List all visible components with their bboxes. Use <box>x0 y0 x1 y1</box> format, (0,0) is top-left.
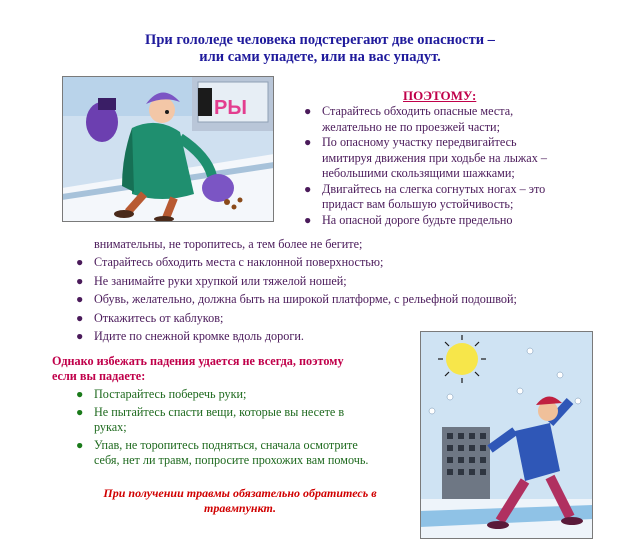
list-item: ● Откажитесь от каблуков; <box>72 309 612 328</box>
list-item: ● Старайтесь обходить места с наклонной поверхностью; <box>72 253 612 272</box>
bullet-icon: ● <box>76 292 84 306</box>
bullet-icon: ● <box>76 255 84 269</box>
section-heading: ПОЭТОМУ: <box>403 88 477 103</box>
tips-list-top <box>300 104 600 228</box>
man-slipping-on-ice-illustration <box>420 331 593 539</box>
bullet-icon: ● <box>76 273 84 288</box>
bullet-icon: ● <box>76 310 84 325</box>
bullet-icon: ● <box>76 404 84 419</box>
bullet-icon: ● <box>304 181 312 196</box>
list-item-continuation: внимательны, не торопитесь, а тем более не бегите; <box>94 237 363 251</box>
falling-subheading: Однако избежать падения удается не всегда, поэтому если вы падаете: <box>52 354 344 383</box>
falling-tips-list <box>72 387 417 469</box>
bullet-icon: ● <box>304 212 312 227</box>
bullet-icon: ● <box>304 104 312 118</box>
title-line-2: или сами упадете, или на вас упадут. <box>199 49 441 65</box>
title-line-1: При гололеде человека подстерегают две опасности – <box>145 32 495 48</box>
bullet-icon: ● <box>76 329 84 343</box>
list-item: ● Упав, не торопитесь подняться, сначала осмотрите себя, нет ли травм, попросите прохожих вам помочь. <box>76 437 369 467</box>
bullet-icon: ● <box>76 387 84 401</box>
injury-warning: При получении травмы обязательно обратитесь в травмпункт. <box>103 486 377 515</box>
woman-walking-on-ice-illustration <box>62 76 274 222</box>
list-item: ● Постарайтесь поберечь руки; <box>76 387 247 401</box>
page-title <box>0 32 640 66</box>
list-item: ● По опасному участку передвигайтесь имитируя движения при ходьбе на лыжах – небольшими скользящими шажками; <box>304 135 547 180</box>
shop-sign-text: РЫ <box>214 97 247 119</box>
list-item: ● На опасной дороге будьте предельно <box>304 212 513 227</box>
list-item: ● Не пытайтесь спасти вещи, которые вы несете в руках; <box>76 404 345 434</box>
bullet-icon: ● <box>76 437 84 452</box>
list-item: ● Старайтесь обходить опасные места, желательно не по проезжей части; <box>304 104 514 134</box>
bullet-icon: ● <box>304 135 312 149</box>
list-item: ● Идите по снежной кромке вдоль дороги. <box>72 327 612 346</box>
list-item: ● Не занимайте руки хрупкой или тяжелой ношей; <box>72 272 612 291</box>
list-item: ● Двигайтесь на слегка согнутых ногах – это придаст вам большую устойчивость; <box>304 181 546 211</box>
list-item: ● Обувь, желательно, должна быть на широкой платформе, с рельефной подошвой; <box>72 290 612 309</box>
